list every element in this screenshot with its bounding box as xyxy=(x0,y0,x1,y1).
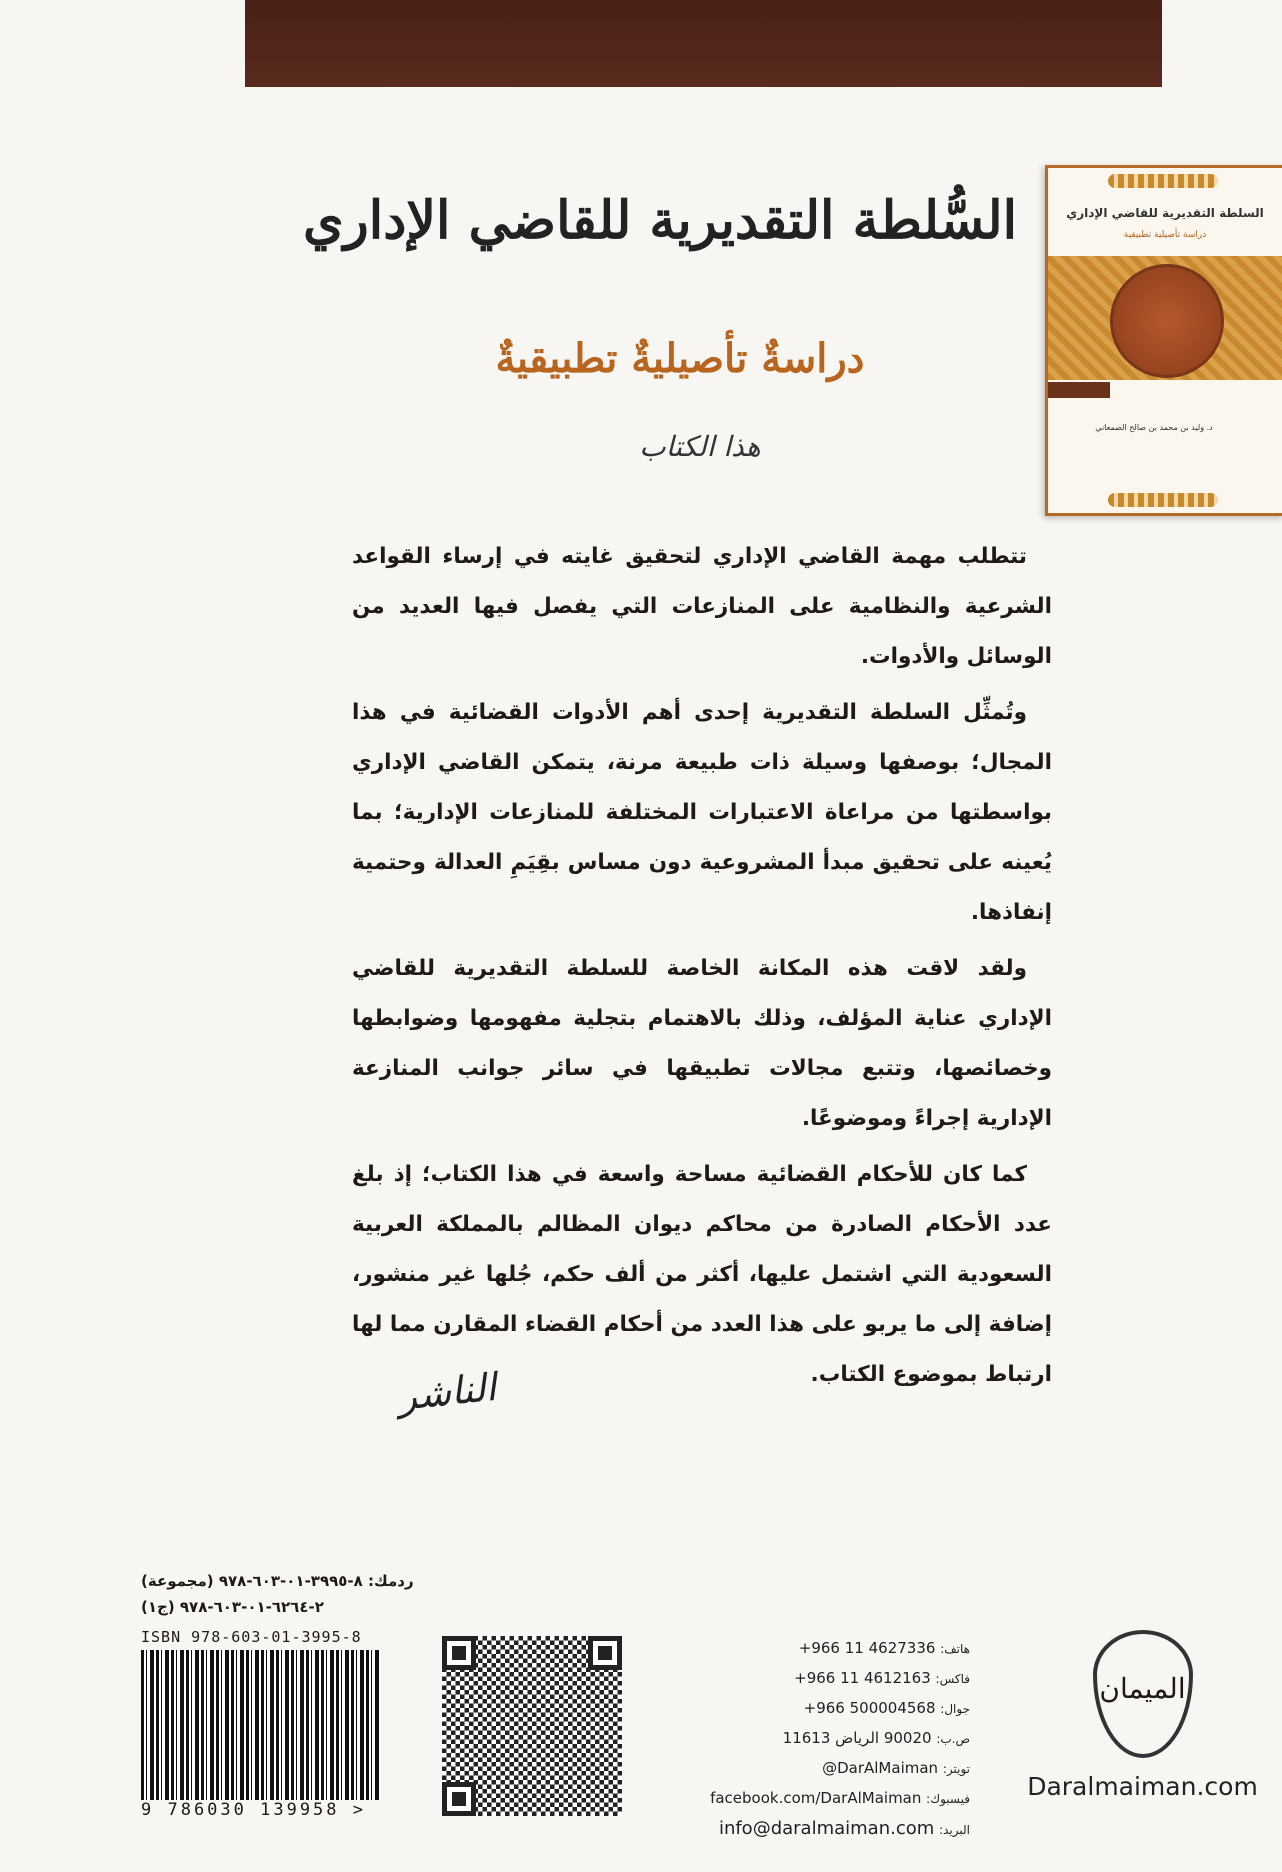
publisher-signature: الناشر xyxy=(395,1364,499,1419)
blurb-paragraph: كما كان للأحكام القضائية مساحة واسعة في هذا الكتاب؛ إذ بلغ عدد الأحكام الصادرة من محاكم ديوان المظالم بالمملكة العربية السعودية التي اشتمل عليها، أكثر من ألف حكم، جُلها غير منشور، إضافة إلى ما يربو على هذا العدد من أحكام القضاء المقارن مما لها ارتباط بموضوع الكتاب. xyxy=(352,1162,1052,1387)
isbn-label: ISBN 978-603-01-3995-8 xyxy=(141,1628,362,1646)
qr-finder xyxy=(442,1782,476,1816)
thumbnail-medallion xyxy=(1110,264,1224,378)
logo-drop-icon: الميمان xyxy=(1093,1630,1193,1758)
thumbnail-subtitle: دراسة تأصيلية تطبيقية xyxy=(1123,230,1207,240)
qr-finder xyxy=(442,1636,476,1670)
front-cover-thumbnail xyxy=(1045,165,1282,516)
ornament-bottom xyxy=(1108,493,1218,507)
ornament-top xyxy=(1108,174,1218,188)
publisher-logo xyxy=(1020,1630,1265,1801)
qr-finder xyxy=(588,1636,622,1670)
blurb-paragraph: ولقد لاقت هذه المكانة الخاصة للسلطة التقديرية للقاضي الإداري عناية المؤلف، وذلك بالاهتمام بتجلية مفهومها وضوابطها وخصائصها، وتتبع مجالات تطبيقها في سائر جوانب المنازعة الإدارية إجراءً وموضوعًا. xyxy=(352,956,1052,1131)
blurb-paragraph: وتُمثِّل السلطة التقديرية إحدى أهم الأدوات القضائية في هذا المجال؛ بوصفها وسيلة ذات طبيعة مرنة، يتمكن القاضي الإداري بواسطتها من مراعاة الاعتبارات المختلفة للمنازعات الإدارية؛ بما يُعينه على تحقيق مبدأ المشروعية دون مساس بقِيَمِ العدالة وحتمية إنفاذها. xyxy=(352,700,1052,925)
rdmk-volume: ٢-٦٢٦٤-٠١-٦٠٣-٩٧٨ (ج١) xyxy=(141,1598,324,1616)
contact-fax: فاكس: +966 11 4612163 xyxy=(794,1669,970,1687)
contact-mobile: جوال: +966 500004568 xyxy=(803,1699,970,1717)
contact-pobox: ص.ب: 90020 الرياض 11613 xyxy=(782,1729,970,1747)
barcode xyxy=(141,1650,381,1800)
contact-phone: هاتف: +966 11 4627336 xyxy=(798,1639,970,1657)
publisher-website: Daralmaiman.com xyxy=(1027,1772,1258,1801)
qr-code xyxy=(442,1636,622,1816)
isbn-block xyxy=(141,1568,441,1820)
thumbnail-author: د. وليد بن محمد بن صالح الصمعاني xyxy=(1095,423,1213,432)
blurb xyxy=(352,532,1052,1406)
contact-info xyxy=(680,1634,970,1845)
contact-facebook: فيسبوك: facebook.com/DarAlMaiman xyxy=(710,1789,970,1807)
barcode-digits: 9 786030 139958 > xyxy=(141,1800,366,1820)
thumbnail-title: السلطة التقديرية للقاضي الإداري xyxy=(1066,206,1264,220)
blurb-paragraph: تتطلب مهمة القاضي الإداري لتحقيق غايته في إرساء القواعد الشرعية والنظامية على المنازعات التي يفصل فيها العديد من الوسائل والأدوات. xyxy=(352,544,1052,669)
contact-twitter: تويتر: @DarAlMaiman xyxy=(822,1759,970,1777)
rdmk-set: ردمك: ٨-٣٩٩٥-٠١-٦٠٣-٩٧٨ (مجموعة) xyxy=(141,1572,414,1590)
book-title: السُّلطة التقديرية للقاضي الإداري xyxy=(302,190,1018,251)
thumbnail-volume-tag xyxy=(1048,382,1110,398)
contact-email: البريد: info@daralmaiman.com xyxy=(718,1818,970,1839)
top-color-band xyxy=(245,0,1162,87)
section-heading: هذا الكتاب xyxy=(639,430,761,463)
book-subtitle: دراسةٌ تأصيليةٌ تطبيقيةٌ xyxy=(495,335,865,382)
